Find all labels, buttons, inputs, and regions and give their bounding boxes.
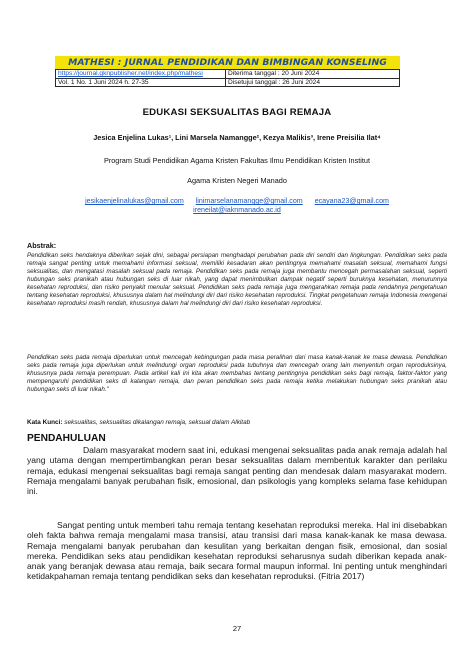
keywords-label: Kata Kunci:: [27, 419, 63, 426]
paper-title: EDUKASI SEKSUALITAS BAGI REMAJA: [142, 107, 332, 118]
intro-paragraph-1-block: [27, 445, 447, 496]
abstract-paragraph-2: Pendidikan seks pada remaja diperlukan untuk mencegah kebingungan pada masa peralihan dari masa kanak-kanak ke masa dewasa. Pendidikan seks pada remaja juga diperlukan untuk melindungi organ reproduksi pada tubuhnya dan mencegah orang lain menyentuh organ reproduksinya, khususnya pada remaja perempuan. Pada artikel kali ini kita akan membahas tentang pentingnya pendidikan seks bagi remaja, faktor-faktor yang mempengaruhi pendidikan seks di kalangan remaja, dan peran pendidikan seks pada remaja ketika melakukan hubungan seks pranikah atau hubungan seks di luar nikah.": [27, 354, 447, 394]
email-link-2[interactable]: linimarselanamangge@gmail.com: [195, 197, 303, 205]
abstract-label: Abstrak:: [27, 241, 57, 250]
intro-paragraph-2-block: [27, 520, 447, 582]
received-date: Diterima tanggal : 20 Juni 2024: [226, 70, 400, 79]
affiliation-line-1: Program Studi Pendidikan Agama Kristen Fakultas Ilmu Pendidikan Kristen Institut: [103, 156, 371, 165]
author-emails: [0, 197, 474, 215]
keywords-text: seksualitas, seksualitas dikalangan remaja, seksual dalam Alkitab: [62, 419, 251, 426]
journal-title: MATHESI : JURNAL PENDIDIKAN DAN BIMBINGAN KONSELING: [55, 56, 400, 69]
paper-authors: Jesica Enjelina Lukas¹, Lini Marsela Namangge², Kezya Malikis³, Irene Preisilia Ilat⁴: [93, 133, 381, 142]
email-link-1[interactable]: jesikaenjelinalukas@gmail.com: [85, 197, 184, 205]
email-link-4[interactable]: ireneilat@iaknmanado.ac.id: [193, 206, 281, 214]
intro-paragraph-1: Dalam masyarakat modern saat ini, edukasi mengenai seksualitas pada anak remaja adalah hal yang utama dengan mempertimbangkan peran besar seksualitas dalam membentuk karakter dan perilaku remaja, edukasi mengenai seksualitas bagi remaja sangat penting dan mendesak dalam masyarakat modern. Remaja mengalami banyak perubahan fisik, emosional, dan psikologis yang kompleks selama fase kehidupan ini.: [27, 445, 447, 497]
section-heading-pendahuluan: PENDAHULUAN: [27, 433, 106, 444]
abstract-paragraph-1: Pendidikan seks hendaknya diberikan sejak dini, sebagai persiapan menghadapi perubahan pada diri sendiri dan lingkungan. Pendidikan seks pada remaja sangat penting untuk memahami informasi seksual, memiliki kesadaran akan pentingnya memahami masalah seksual, memahami fungsi seksualitas, dan mengatasi masalah seksual pada remaja. Pendidikan seks pada remaja juga membantu mencegah permasalahan seksual, seperti hubungan seks pranikah atau hubungan seks di luar nikah, yang dapat menimbulkan dampak negatif seperti buruknya kesehatan, menurunnya kesehatan reproduksi, dan risiko penyakit menular seksual. Pendidikan seks pada remaja juga mengarahkan remaja pada rendahnya pengetahuan tentang kesehatan reproduksi, khususnya dalam hal melindungi diri dari risiko kesehatan reproduksi. Tingkat pengetahuan remaja Indonesia mengenai kesehatan reproduksi masih rendah, khususnya dalam hal melindungi diri dari risiko kesehatan reproduksi.: [27, 252, 447, 308]
email-link-3[interactable]: ecayana23@gmail.com: [314, 197, 389, 205]
journal-volume: Vol. 1 No. 1 Juni 2024 h. 27-35: [56, 78, 226, 87]
journal-header: [55, 56, 400, 87]
journal-info-table: [55, 69, 400, 87]
intro-paragraph-2: Sangat penting untuk memberi tahu remaja tentang kesehatan reproduksi mereka. Hal ini disebabkan oleh fakta bahwa remaja mengalami masa transisi, atau transisi dari masa kanak-kanak ke masa dewasa. Remaja mengalami banyak perubahan dan kesulitan yang berkaitan dengan fisik, emosional, dan sosial mereka. Pendidikan seks atau pendidikan kesehatan reproduksi seharusnya sudah diberikan kepada anak-anak yang beranjak dewasa atau remaja, baik secara formal maupun informal. Ini penting untuk menghindari ketidakpahaman remaja tentang pendidikan seks dan kesehatan reproduksi. (Fitria 2017): [27, 520, 447, 582]
journal-url-link[interactable]: https://journal.gknpublisher.net/index.php/mathesi: [58, 70, 203, 77]
page-number: 27: [232, 624, 242, 633]
keywords: [27, 419, 250, 426]
affiliation-line-2: Agama Kristen Negeri Manado: [187, 176, 287, 185]
revised-date: Disetujui tanggal : 26 Juni 2024: [226, 78, 400, 87]
